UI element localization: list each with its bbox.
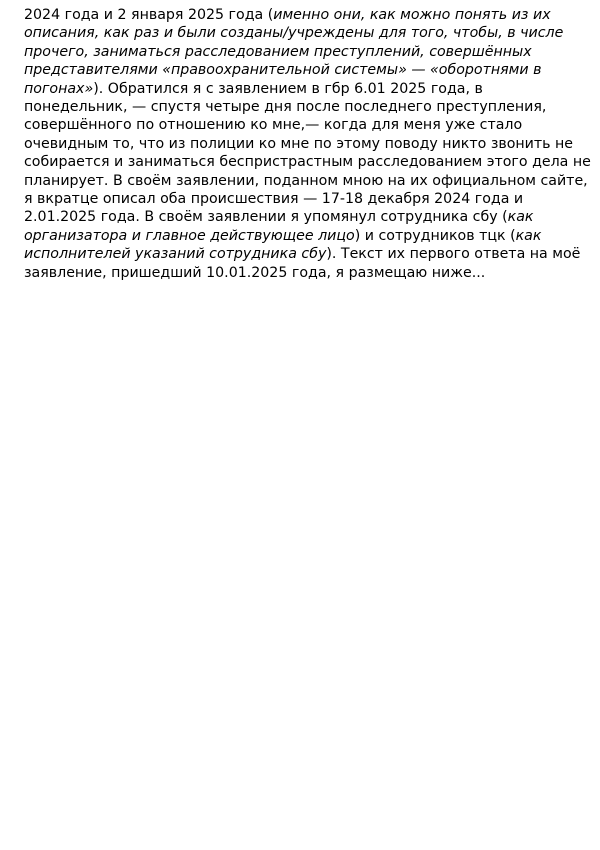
text-line <box>24 24 580 42</box>
italic-text-segment: организатора и главное действующее лицо <box>24 227 355 244</box>
text-segment: ). Обратился я с заявлением в гбр 6.01 2025 года, в <box>93 80 483 97</box>
text-line <box>24 227 580 245</box>
text-segment: заявление, пришедший 10.01.2025 года, я размещаю ниже... <box>24 264 486 281</box>
italic-text-segment: именно они, как можно понять из их <box>273 7 551 23</box>
text-line <box>24 208 580 226</box>
text-line <box>24 135 580 153</box>
text-segment: понедельник, — спустя четыре дня после последнего преступления, <box>24 99 547 116</box>
text-segment: ) и сотрудников тцк ( <box>354 227 516 244</box>
italic-text-segment: исполнителей указаний сотрудника сбу <box>24 246 327 263</box>
text-segment: очевидным то, что из полиции ко мне по этому поводу никто звонить не <box>24 135 574 152</box>
text-segment: собирается и заниматься беспристрастным расследованием этого дела не <box>24 154 591 171</box>
text-line <box>24 153 591 171</box>
italic-text-segment: как <box>515 227 542 244</box>
italic-text-segment: представителями «правоохранительной системы» — «оборотнями в <box>24 62 542 79</box>
text-segment: планирует. В своём заявлении, поданном мною на их официальном сайте, <box>24 172 588 189</box>
italic-text-segment: описания, как раз и были созданы/учреждены для того, чтобы, в числе <box>24 25 564 42</box>
italic-text-segment: погонах» <box>24 80 94 97</box>
text-line <box>24 264 580 282</box>
text-line <box>24 80 580 98</box>
text-segment: я вкратце описал оба происшествия — 17-18 декабря 2024 года и <box>24 191 524 208</box>
italic-text-segment: прочего, заниматься расследованием преступлений, совершённых <box>24 43 532 60</box>
text-line <box>24 6 580 24</box>
text-line <box>24 61 580 79</box>
text-line <box>24 43 580 61</box>
text-line <box>24 190 580 208</box>
text-segment: 2.01.2025 года. В своём заявлении я упомянул сотрудника сбу ( <box>24 209 508 226</box>
text-line <box>24 116 580 134</box>
text-segment: 2024 года и 2 января 2025 года ( <box>24 7 274 23</box>
text-segment: совершённого по отношению ко мне,— когда для меня уже стало <box>24 117 523 134</box>
italic-text-segment: как <box>507 209 534 226</box>
body-paragraph <box>24 6 591 282</box>
text-line <box>24 98 580 116</box>
text-segment: ). Текст их первого ответа на моё <box>326 246 581 263</box>
text-line <box>24 245 580 263</box>
text-line <box>24 172 588 190</box>
